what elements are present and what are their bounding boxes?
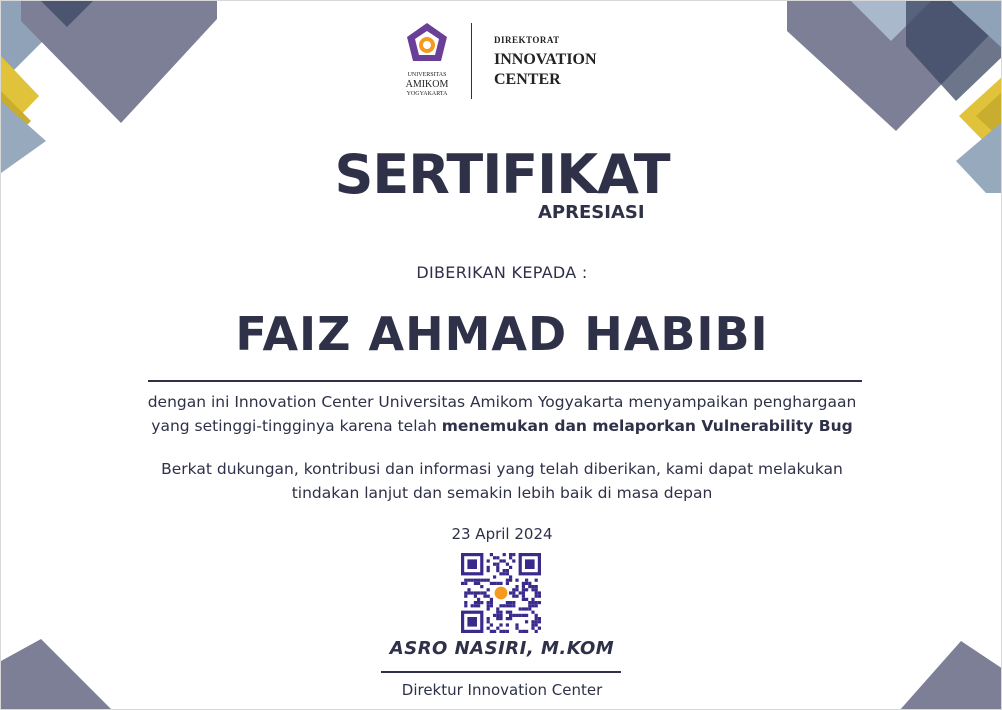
name-underline bbox=[148, 380, 862, 382]
university-line-3: YOGYAKARTA bbox=[406, 91, 448, 97]
paragraph1-line2-bold: menemukan dan melaporkan Vulnerability Bug bbox=[441, 417, 853, 435]
university-line-2: AMIKOM bbox=[405, 79, 449, 90]
center-line-2: CENTER bbox=[494, 71, 561, 88]
signer-name: ASRO NASIRI, M.KOM bbox=[389, 638, 615, 659]
signature-line bbox=[381, 671, 621, 673]
paragraph1-line1: dengan ini Innovation Center Universitas Amikom Yogyakarta menyampaikan penghargaan bbox=[147, 393, 857, 411]
paragraph2-line2: tindakan lanjut dan semakin lebih baik di masa depan bbox=[291, 484, 713, 502]
qr-code-icon bbox=[461, 553, 541, 633]
certificate-date: 23 April 2024 bbox=[451, 525, 553, 543]
given-to-label: DIBERIKAN KEPADA : bbox=[416, 263, 588, 282]
recipient-name: FAIZ AHMAD HABIBI bbox=[235, 307, 769, 361]
gratitude-paragraph bbox=[1, 457, 1002, 505]
center-line-1: INNOVATION bbox=[494, 51, 597, 68]
certificate-title: SERTIFIKAT bbox=[334, 143, 670, 206]
appreciation-paragraph bbox=[1, 390, 1002, 438]
logo-divider bbox=[471, 23, 472, 99]
directorate-label: DIREKTORAT bbox=[494, 35, 560, 45]
header-logo bbox=[403, 21, 613, 103]
certificate-subtitle: APRESIASI bbox=[538, 202, 645, 223]
paragraph1-line2-start: yang setinggi-tingginya karena telah bbox=[151, 417, 442, 435]
university-line-1: UNIVERSITAS bbox=[407, 72, 447, 78]
signer-role: Direktur Innovation Center bbox=[401, 681, 603, 699]
amikom-logo-icon bbox=[403, 21, 451, 69]
paragraph2-line1: Berkat dukungan, kontribusi dan informasi yang telah diberikan, kami dapat melakukan bbox=[161, 460, 843, 478]
center-name bbox=[494, 50, 597, 90]
university-name bbox=[403, 71, 451, 98]
